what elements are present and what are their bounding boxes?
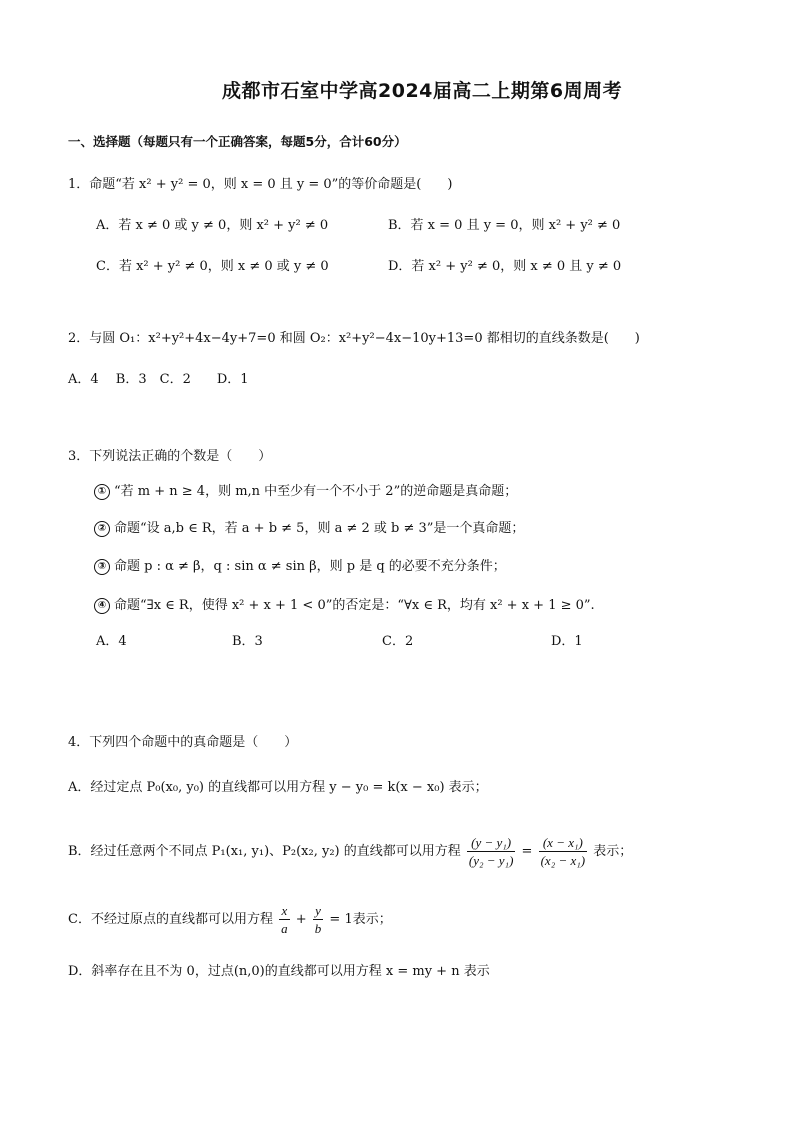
- q4-option-c-suffix: = 1表示；: [329, 912, 392, 927]
- q3-statement-2-text: 命题“设 a,b ∈ R，若 a + b ≠ 5，则 a ≠ 2 或 b ≠ 3”是一个真命题；: [114, 521, 525, 536]
- q4-option-a: A．经过定点 P₀(x₀, y₀) 的直线都可以用方程 y − y₀ = k(x − x₀) 表示；: [68, 780, 488, 795]
- q3-option-c: C．2: [382, 634, 414, 649]
- q1-option-b: B．若 x = 0 且 y = 0，则 x² + y² ≠ 0: [388, 218, 621, 233]
- q3-statement-2: [94, 520, 524, 538]
- page-title: 成都市石室中学高2024届高二上期第6周周考: [222, 80, 623, 102]
- q3-statement-3: [94, 558, 506, 576]
- fraction-y-over-b-numerator: y: [313, 902, 324, 920]
- q3-statement-1-text: “若 m + n ≥ 4，则 m,n 中至少有一个不小于 2”的逆命题是真命题；: [114, 484, 518, 499]
- circled-number-1: ①: [94, 484, 110, 500]
- q3-option-b: B．3: [232, 634, 263, 649]
- fraction-y: [467, 834, 516, 869]
- q4-option-b: [68, 832, 632, 872]
- q1-option-a: A．若 x ≠ 0 或 y ≠ 0，则 x² + y² ≠ 0: [96, 218, 329, 233]
- fraction-x-over-a-denominator: a: [281, 921, 288, 936]
- fraction-y-over-b: [313, 902, 324, 937]
- fraction-x-numerator: (x − x₁): [539, 834, 588, 852]
- circled-number-4: ④: [94, 598, 110, 614]
- fraction-x-over-a-numerator: x: [279, 902, 290, 920]
- q2-stem: 2．与圆 O₁：x²+y²+4x−4y+7=0 和圆 O₂：x²+y²−4x−10y+13=0 都相切的直线条数是( ): [68, 331, 640, 346]
- section-heading: 一、选择题（每题只有一个正确答案，每题5分，合计60分）: [68, 134, 407, 149]
- q4-option-d: D．斜率存在且不为 0，过点(n,0)的直线都可以用方程 x = my + n 表示: [68, 964, 490, 979]
- fraction-y-numerator: (y − y₁): [467, 834, 516, 852]
- q3-statement-3-text: 命题 p : α ≠ β，q : sin α ≠ sin β，则 p 是 q 的必要不充分条件；: [114, 559, 506, 574]
- q3-statement-1: [94, 483, 517, 501]
- q1-stem: 1．命题“若 x² + y² = 0，则 x = 0 且 y = 0”的等价命题是( ): [68, 177, 453, 192]
- equals-sign: =: [521, 844, 533, 859]
- q4-option-c: [68, 900, 392, 940]
- fraction-x: [539, 834, 588, 869]
- q4-option-b-suffix: 表示；: [593, 844, 633, 859]
- q4-option-c-prefix: C．不经过原点的直线都可以用方程: [68, 912, 273, 927]
- q3-stem: 3．下列说法正确的个数是（ ）: [68, 449, 272, 464]
- q1-option-c: C．若 x² + y² ≠ 0，则 x ≠ 0 或 y ≠ 0: [96, 259, 329, 274]
- circled-number-2: ②: [94, 521, 110, 537]
- circled-number-3: ③: [94, 559, 110, 575]
- q3-option-a: A．4: [96, 634, 127, 649]
- q3-statement-4: [94, 597, 595, 615]
- fraction-x-over-a: [279, 902, 290, 937]
- q2-options: A．4 B．3 C．2 D．1: [68, 372, 249, 387]
- q3-option-d: D．1: [551, 634, 583, 649]
- q4-option-b-prefix: B．经过任意两个不同点 P₁(x₁, y₁)、P₂(x₂, y₂) 的直线都可以用方程: [68, 844, 461, 859]
- plus-sign: +: [295, 912, 307, 927]
- fraction-y-denominator: (y₂ − y₁): [468, 853, 514, 868]
- q3-statement-4-text: 命题“∃x ∈ R，使得 x² + x + 1 < 0”的否定是：“∀x ∈ R，均有 x² + x + 1 ≥ 0”.: [114, 598, 595, 613]
- q4-stem: 4．下列四个命题中的真命题是（ ）: [68, 735, 298, 750]
- q1-option-d: D．若 x² + y² ≠ 0，则 x ≠ 0 且 y ≠ 0: [388, 259, 622, 274]
- fraction-x-denominator: (x₂ − x₁): [540, 853, 586, 868]
- fraction-y-over-b-denominator: b: [314, 921, 322, 936]
